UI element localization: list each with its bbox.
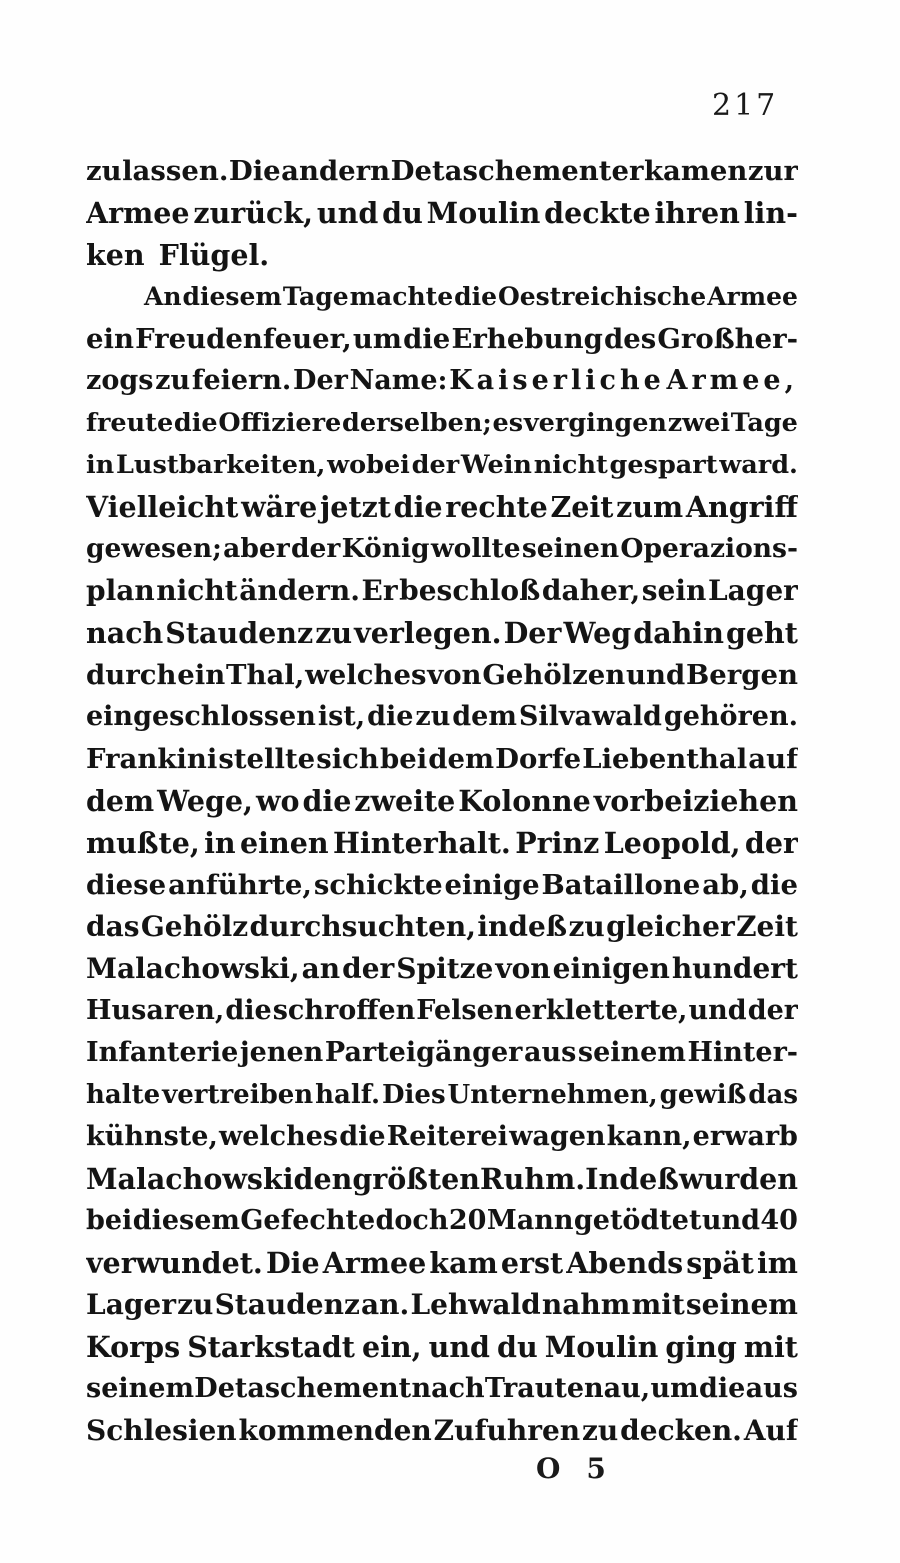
word: aber (223, 533, 290, 564)
word: um (650, 1373, 699, 1404)
word: lin- (743, 196, 798, 230)
word: in (86, 450, 115, 480)
word: zu (155, 365, 191, 396)
word: zu (315, 616, 353, 650)
word: getödtet (573, 1205, 702, 1236)
word: Angriff (685, 490, 798, 524)
word: das (748, 1080, 798, 1110)
word: Wege, (157, 784, 253, 818)
word: den (293, 1162, 353, 1196)
word: beschloß (399, 574, 541, 607)
word: schroffen (272, 995, 416, 1026)
word: auf (748, 743, 798, 775)
word: Lager (707, 574, 798, 607)
word: nahm (541, 1288, 631, 1321)
word: nicht (156, 574, 238, 607)
text-line (86, 738, 798, 780)
word: Leopold, (603, 826, 741, 860)
word: vorbeiziehen (593, 784, 798, 818)
text-line (86, 1242, 798, 1284)
signature-mark (536, 1452, 608, 1485)
word: durch (86, 659, 177, 691)
word: der (342, 952, 395, 985)
word: in (204, 826, 236, 860)
word: welches (219, 1121, 339, 1152)
text-line (86, 150, 798, 192)
word: Kolonne (458, 784, 591, 818)
word: 20 (448, 1205, 487, 1236)
word: von (427, 659, 482, 691)
word: Moulin (544, 1330, 659, 1364)
text-line (86, 234, 798, 276)
word: rechte (445, 490, 548, 524)
word: durchsuchten, (249, 910, 477, 943)
word: wobei (327, 450, 410, 480)
word: die (367, 701, 414, 732)
word: zogs (86, 365, 154, 396)
text-line (86, 906, 798, 948)
word: Moulin (426, 196, 541, 230)
word: einen (240, 826, 329, 860)
word: hundert (671, 952, 798, 985)
word: Liebenthal (582, 743, 748, 775)
word: seinen (521, 533, 620, 564)
word: jenen (239, 1037, 324, 1068)
word: Gehölz (140, 910, 249, 943)
word: Reiterei (386, 1121, 508, 1152)
word: und (701, 1205, 760, 1236)
word: des (604, 323, 657, 355)
word: bei (379, 743, 428, 775)
word: spät (686, 1246, 754, 1280)
word: ab, (702, 869, 749, 901)
word: dem (452, 701, 517, 732)
word: König (341, 533, 430, 564)
word: an (301, 952, 341, 985)
word: ein (177, 659, 226, 691)
text-line (86, 1368, 798, 1410)
text-line (86, 276, 798, 318)
word: Staudenz (165, 616, 314, 650)
word: Dorfe (495, 743, 582, 775)
word: wo (255, 784, 300, 818)
text-line (86, 1074, 798, 1116)
word: der (411, 450, 460, 480)
word: deckte (544, 196, 651, 230)
word: größten (352, 1162, 480, 1196)
word: der (290, 533, 341, 564)
text-line (86, 612, 798, 654)
word: zu (177, 1288, 214, 1321)
word: der (744, 826, 798, 860)
word: Zeit (550, 490, 614, 524)
word: Kaiserliche (449, 365, 665, 396)
word: kam (429, 1246, 498, 1280)
text-line (86, 1326, 798, 1368)
word: doch (375, 1205, 449, 1236)
word: vergingen (523, 408, 667, 438)
word: mit (743, 1330, 798, 1364)
text-line (86, 1158, 798, 1200)
word: gespart (609, 450, 718, 480)
word: freute (86, 408, 174, 438)
word: verlegen. (354, 616, 502, 650)
text-line (86, 1284, 798, 1326)
word: und (688, 995, 747, 1026)
word: seinem (577, 1037, 686, 1068)
word: Zeit (736, 910, 798, 943)
word: gleicher (606, 910, 735, 943)
word: zu (568, 910, 605, 943)
word: zum (616, 490, 684, 524)
word: Prinz (515, 826, 600, 860)
word: Bergen (686, 659, 798, 691)
word: einigen (552, 952, 670, 985)
word: aus (745, 1373, 798, 1404)
word: bei (86, 1205, 133, 1236)
text-line (86, 1200, 798, 1242)
word: die (225, 995, 272, 1026)
word: Weg (563, 616, 632, 650)
word: ein (86, 323, 134, 355)
word: Erhebung (451, 323, 603, 355)
word: diese (86, 869, 167, 901)
word: die (302, 784, 352, 818)
word: Hinterhalt. (332, 826, 511, 860)
word: zwei (667, 408, 731, 438)
word: Offiziere (218, 408, 342, 438)
text-line (86, 486, 798, 528)
text-line (86, 192, 798, 234)
word: An (144, 282, 182, 311)
word: Korps (86, 1330, 181, 1364)
word: Freudenfeuer, (135, 323, 352, 355)
text-line (86, 1410, 798, 1452)
text-line (86, 402, 798, 444)
word: ein, (361, 1330, 422, 1364)
word: Mann (486, 1205, 574, 1236)
word: um (352, 323, 402, 355)
word: die (339, 1121, 386, 1152)
word: das (86, 910, 140, 943)
word: der (747, 995, 798, 1026)
word: Vielleicht (86, 490, 239, 524)
text-line (86, 444, 798, 486)
word: dem (86, 784, 155, 818)
text-line (86, 1116, 798, 1158)
word: kommenden (238, 1414, 432, 1447)
word: Parteigänger (324, 1037, 523, 1068)
body-text (86, 150, 798, 1452)
word: indeß (477, 910, 568, 943)
word: erst (500, 1246, 564, 1280)
word: machte (349, 282, 454, 311)
word: zu (582, 1414, 619, 1447)
word: Auf (743, 1414, 798, 1447)
word: ihren (654, 196, 740, 230)
signature-letter: O (536, 1452, 563, 1485)
word: Armee (322, 1246, 427, 1280)
word: Malachowski, (86, 952, 300, 985)
word: geht (725, 616, 798, 650)
word: gewesen; (86, 533, 222, 564)
word: die (173, 408, 218, 438)
text-line (86, 570, 798, 612)
word: derselben; (342, 408, 492, 438)
word: schickte (313, 869, 443, 901)
word: Armee (86, 196, 190, 230)
word: die (454, 282, 497, 311)
word: Lager (86, 1288, 176, 1321)
word: zu (86, 155, 122, 187)
word: Ruhm. (479, 1162, 586, 1196)
word: daher, (541, 574, 641, 607)
word: 40 (760, 1205, 798, 1236)
word: zweite (354, 784, 456, 818)
text-line (86, 318, 798, 360)
word: ken (86, 238, 145, 272)
word: Unternehmen, (447, 1080, 658, 1110)
word: im (756, 1246, 798, 1280)
word: nach (411, 1373, 485, 1404)
word: sich (316, 743, 379, 775)
word: zur (747, 155, 798, 187)
text-line (86, 654, 798, 696)
word: einige (444, 869, 540, 901)
text-line (86, 780, 798, 822)
word: kühnste, (86, 1121, 218, 1152)
word: decken. (620, 1414, 742, 1447)
word: Lehwald (410, 1288, 541, 1321)
word: von (495, 952, 551, 985)
word: Wein (460, 450, 532, 480)
word: ward. (719, 450, 798, 480)
word: halte (86, 1080, 161, 1110)
word: diesem (132, 1205, 240, 1236)
word: Gefechte (240, 1205, 376, 1236)
word: Malachowski (86, 1162, 294, 1196)
word: und (626, 659, 686, 691)
word: nicht (533, 450, 608, 480)
word: sein (641, 574, 707, 607)
word: Tage (282, 282, 349, 311)
signature-number: 5 (586, 1452, 608, 1485)
text-line (86, 864, 798, 906)
word: wagen (509, 1121, 606, 1152)
word: Name: (349, 365, 448, 396)
word: die (393, 490, 443, 524)
word: Detaschementer (390, 155, 644, 187)
word: es (492, 408, 524, 438)
text-line (86, 822, 798, 864)
word: gewiß (659, 1080, 747, 1110)
word: ist, (317, 701, 366, 732)
word: gehören. (663, 701, 798, 732)
text-line (86, 1032, 798, 1074)
word: Er (361, 574, 398, 607)
word: Flügel. (158, 238, 270, 272)
word: erwarb (692, 1121, 798, 1152)
word: plan (86, 574, 155, 607)
word: Indeß (585, 1162, 679, 1196)
word: Trautenau, (484, 1373, 651, 1404)
word: lassen. (122, 155, 229, 187)
word: Abends (566, 1246, 684, 1280)
word: Lustbarkeiten, (116, 450, 326, 480)
word: Operazions- (620, 533, 798, 564)
word: wollte (430, 533, 521, 564)
page-number: 217 (712, 88, 779, 123)
word: half. (315, 1080, 381, 1110)
word: Der (293, 365, 348, 396)
word: dahin (633, 616, 724, 650)
word: Staudenz (214, 1288, 360, 1321)
text-line (86, 948, 798, 990)
word: zu (415, 701, 451, 732)
word: erkletterte, (514, 995, 688, 1026)
word: zurück, (193, 196, 314, 230)
word: ging (665, 1330, 737, 1364)
word: Gehölzen (482, 659, 626, 691)
word: seinem (685, 1288, 798, 1321)
word: Oestreichische (497, 282, 707, 311)
word: verwundet. (86, 1246, 263, 1280)
word: du (382, 196, 423, 230)
word: stellte (218, 743, 316, 775)
word: eingeschlossen (86, 701, 316, 732)
word: kamen (643, 155, 748, 187)
word: ändern. (239, 574, 360, 607)
word: Die (228, 155, 281, 187)
word: Zufuhren (433, 1414, 581, 1447)
word: Armee, (666, 365, 798, 396)
word: Bataillone (541, 869, 701, 901)
word: Tage (730, 408, 798, 438)
text-line (86, 360, 798, 402)
word: Die (265, 1246, 320, 1280)
word: Detaschement (194, 1373, 412, 1404)
word: du (497, 1330, 538, 1364)
word: Infanterie (86, 1037, 239, 1068)
word: Felsen (416, 995, 514, 1026)
word: kann, (606, 1121, 692, 1152)
word: Husaren, (86, 995, 225, 1026)
word: wäre (241, 490, 318, 524)
word: Spitze (396, 952, 494, 985)
word: Frankini (86, 743, 218, 775)
word: wurden (678, 1162, 798, 1196)
word: und (316, 196, 379, 230)
word: dem (428, 743, 495, 775)
word: Hinter- (687, 1037, 798, 1068)
word: Thal, (225, 659, 305, 691)
word: die (403, 323, 451, 355)
text-line (86, 990, 798, 1032)
word: Armee (707, 282, 798, 311)
word: Der (503, 616, 562, 650)
word: jetzt (320, 490, 391, 524)
word: welches (305, 659, 427, 691)
word: feiern. (191, 365, 292, 396)
text-line (86, 696, 798, 738)
word: die (698, 1373, 746, 1404)
word: Starkstadt (187, 1330, 355, 1364)
word: mit (631, 1288, 685, 1321)
word: vertreiben (162, 1080, 314, 1110)
word: seinem (86, 1373, 195, 1404)
word: die (750, 869, 798, 901)
word: Silvawald (518, 701, 662, 732)
word: anführte, (168, 869, 312, 901)
word: andern (281, 155, 391, 187)
word: nach (86, 616, 164, 650)
word: mußte, (86, 826, 200, 860)
word: an. (361, 1288, 410, 1321)
word: Dies (382, 1080, 446, 1110)
word: Großher- (657, 323, 798, 355)
word: Schlesien (86, 1414, 237, 1447)
word: aus (523, 1037, 577, 1068)
text-line (86, 528, 798, 570)
word: und (428, 1330, 490, 1364)
word: diesem (182, 282, 282, 311)
